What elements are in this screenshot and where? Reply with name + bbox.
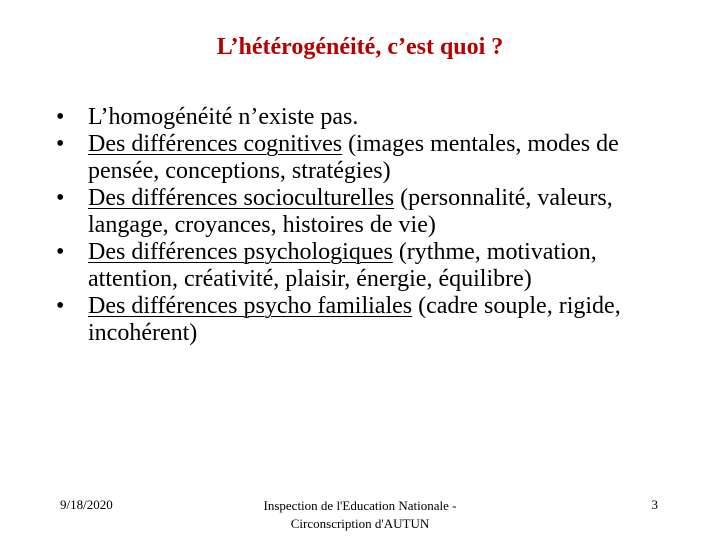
slide-title: L’hétérogénéité, c’est quoi ? <box>216 34 504 60</box>
bullet-detail: (rythme, motivation, attention, créativité, plaisir, énergie, équilibre) <box>88 239 597 292</box>
bullet-dot-icon: • <box>56 104 65 130</box>
bullet-dot-icon: • <box>56 239 65 265</box>
footer-organization-line: Inspection de l'Education Nationale - <box>263 498 457 513</box>
bullet-item <box>56 293 666 347</box>
bullet-item <box>56 239 666 293</box>
bullet-detail: (personnalité, valeurs, langage, croyances, histoires de vie) <box>88 185 613 238</box>
bullet-item <box>56 131 666 185</box>
page-number: 3 <box>651 497 658 512</box>
bullet-text: L’homogénéité n’existe pas. <box>88 104 359 130</box>
footer-organization-line: Circonscription d'AUTUN <box>290 516 430 531</box>
bullet-heading: Des différences socioculturelles <box>88 185 395 211</box>
bullet-heading: Des différences psychologiques <box>88 239 393 265</box>
footer-date: 9/18/2020 <box>60 497 113 512</box>
bullet-heading: Des différences cognitives <box>88 131 343 157</box>
bullet-item <box>56 185 666 239</box>
bullet-heading: Des différences psycho familiales <box>88 293 413 319</box>
bullet-dot-icon: • <box>56 131 65 157</box>
bullet-detail: (images mentales, modes de pensée, conceptions, stratégies) <box>88 131 619 184</box>
bullet-list <box>56 104 666 347</box>
bullet-dot-icon: • <box>56 293 65 319</box>
bullet-dot-icon: • <box>56 185 65 211</box>
footer-organization <box>240 497 480 533</box>
bullet-detail: (cadre souple, rigide, incohérent) <box>88 293 621 346</box>
bullet-item <box>56 104 666 131</box>
